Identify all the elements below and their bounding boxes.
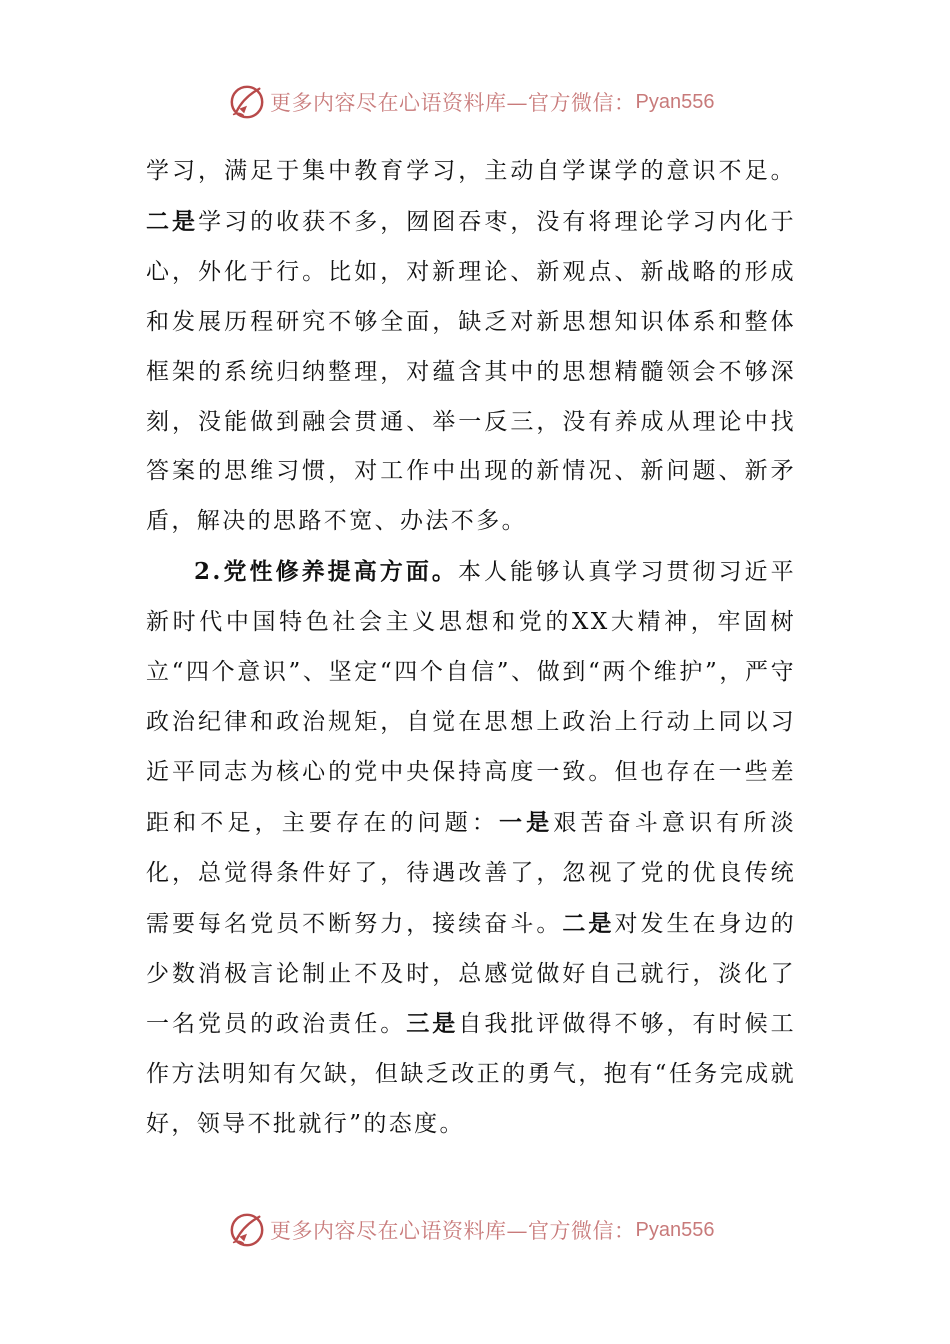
text-run: 自我批评做得不够，有时候工作方法明知有欠缺，但缺乏改正的勇气，抱有“任务完成就好，领导不批就行”的态度。 <box>146 1011 797 1138</box>
banner-text: 更多内容尽在心语资料库—官方微信： <box>270 1219 636 1243</box>
text-run: 学习，满足于集中教育学习，主动自学谋学的意识不足。 <box>146 158 796 184</box>
pen-logo-icon <box>228 83 266 121</box>
emphasis-second: 二是 <box>562 909 615 937</box>
emphasis-second: 二是 <box>146 207 199 235</box>
banner-wechat-id: Pyan556 <box>635 90 715 113</box>
header-banner <box>228 82 714 122</box>
text-run: 学习的收获不多，囫囵吞枣，没有将理论学习内化于心，外化于行。比如，对新理论、新观点、新战略的形成和发展历程研究不够全面，缺乏对新思想知识体系和整体框架的系统归纳整理，对蕴含其中的思想精髓领会不够深刻，没能做到融会贯通、举一反三，没有养成从理论中找答案的思维习惯，对工作中出现的新情况、新问题、新矛盾，解决的思路不宽、办法不多。 <box>146 208 796 535</box>
section-heading: 2.党性修养提高方面。 <box>194 558 458 586</box>
text-run: 艰苦奋斗意识有所淡化，总觉得条件好了，待遇改善了，忽视了党的优良传统需要每名党员不断努力，接续奋斗。 <box>146 809 796 937</box>
text-run: 本人能够认真学习贯彻习近平新时代中国特色社会主义思想和党的XX大精神，牢固树立“四个意识”、坚定“四个自信”、做到“两个维护”，严守政治纪律和政治规矩，自觉在思想上政治上行动上同以习近平同志为核心的党中央保持高度一致。但也存在一些差距和不足，主要存在的问题： <box>146 559 796 836</box>
pen-logo-icon <box>228 1211 266 1249</box>
document-body <box>146 147 796 1150</box>
footer-banner <box>228 1210 714 1250</box>
banner-wechat-id: Pyan556 <box>635 1218 715 1241</box>
paragraph-party-spirit <box>146 547 796 1150</box>
emphasis-third: 三是 <box>406 1010 459 1038</box>
paragraph-learning <box>146 147 796 547</box>
banner-text: 更多内容尽在心语资料库—官方微信： <box>270 91 636 115</box>
emphasis-first: 一是 <box>499 808 554 836</box>
text-run: 对发生在身边的少数消极言论制止不及时，总感觉做好自己就行，淡化了一名党员的政治责任。 <box>146 910 796 1038</box>
